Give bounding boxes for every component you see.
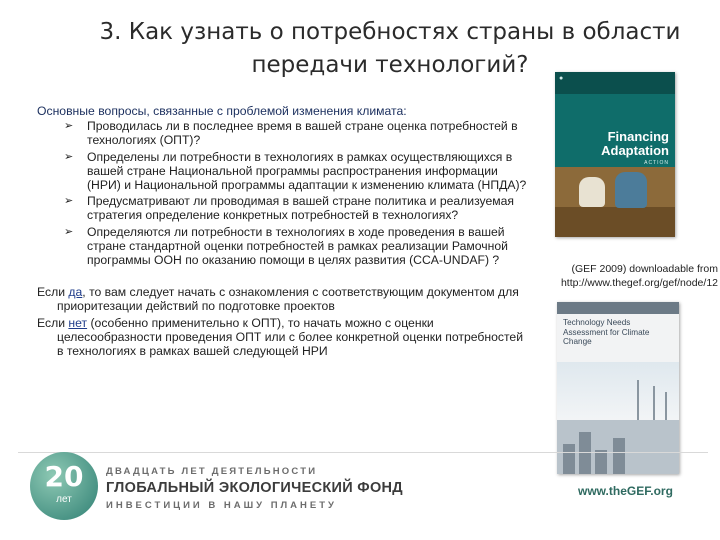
cover-photo-person <box>579 177 605 207</box>
building-shape <box>579 432 591 474</box>
building-shape <box>613 438 625 474</box>
financing-adaptation-cover <box>555 72 675 237</box>
cover-photo-ground <box>555 207 675 237</box>
cover-photo-person <box>615 172 647 208</box>
arrowhead-bullet-icon: ➢ <box>64 120 74 133</box>
question-text: Предусматривают ли проводимая в вашей стране политика и реализуемая стратегия определение конкретных потребностей в технологиях? <box>87 194 515 223</box>
arrowhead-bullet-icon: ➢ <box>64 150 74 163</box>
if-no-prefix: Если <box>37 315 69 330</box>
recommendations <box>37 285 527 358</box>
if-yes-prefix: Если <box>37 285 69 300</box>
cover-top-band <box>557 302 679 314</box>
gef-logo-icon: ● <box>559 75 564 82</box>
footer-website-link[interactable]: www.theGEF.org <box>578 484 673 498</box>
gef-20-years-logo <box>30 452 98 520</box>
publication-caption <box>538 262 718 290</box>
footer-tagline-top: ДВАДЦАТЬ ЛЕТ ДЕЯТЕЛЬНОСТИ <box>106 466 318 477</box>
questions-intro: Основные вопросы, связанные с проблемой изменения климата: <box>37 104 407 118</box>
list-item <box>37 150 527 193</box>
yes-link[interactable]: да <box>68 285 83 300</box>
if-yes-paragraph <box>37 285 527 313</box>
cover-title <box>601 130 669 158</box>
cover-subtitle: ACTION <box>644 160 669 166</box>
footer-tagline-bottom: ИНВЕСТИЦИИ В НАШУ ПЛАНЕТУ <box>106 500 337 511</box>
list-item <box>37 225 527 268</box>
logo-subtext: лет <box>56 494 72 505</box>
list-item <box>37 194 527 222</box>
list-item <box>37 119 527 147</box>
caption-url[interactable]: http://www.thegef.org/gef/node/12 <box>560 277 718 289</box>
cover-cityscape <box>557 420 679 474</box>
arrowhead-bullet-icon: ➢ <box>64 195 74 208</box>
question-text: Проводилась ли в последнее время в вашей стране оценка потребностей в технологиях (ОПТ)? <box>87 119 518 148</box>
question-text: Определены ли потребности в технологиях в рамках осуществляющихся в вашей стране Национальной программы распространения информации (НРИ) и Национальной программы адаптации к изменению климата (НПДА)? <box>87 149 527 193</box>
logo-number: 20 <box>44 460 84 493</box>
building-shape <box>595 450 607 474</box>
questions-list <box>37 119 527 267</box>
if-no-text: (особенно применительно к ОПТ), то начать можно с оценки целесообразности проведения ОПТ или с более конкретной оценки потребностей в технологиях в рамках вашей следующей НРИ <box>57 315 524 359</box>
cover-top-band <box>555 72 675 94</box>
technology-needs-cover <box>557 302 679 474</box>
cover-title: Technology Needs Assessment for Climate Change <box>563 318 650 346</box>
arrowhead-bullet-icon: ➢ <box>64 225 74 238</box>
question-text: Определяются ли потребности в технологиях в ходе проведения в вашей стране стандартной оценки потребностей в рамках реализации Рамочной программы ООН по оказанию помощи в целях развития (CCA-UNDAF) ? <box>87 224 508 268</box>
main-content <box>37 104 527 360</box>
title-line-1: 3. Как узнать о потребностях страны в области <box>99 19 681 45</box>
building-shape <box>563 444 575 474</box>
cover-title-line-1: Financing <box>607 129 669 144</box>
footer-divider <box>18 452 708 453</box>
if-yes-text: , то вам следует начать с ознакомления с соответствующим документом для приоритезации действий по подготовке проектов <box>57 285 519 314</box>
caption-line-1: (GEF 2009) downloadable from <box>571 263 718 275</box>
footer-org-name: ГЛОБАЛЬНЫЙ ЭКОЛОГИЧЕСКИЙ ФОНД <box>106 480 403 496</box>
cover-title-line-2: Adaptation <box>601 143 669 158</box>
title-line-2: передачи технологий? <box>251 52 529 78</box>
wind-turbine-icon <box>637 380 639 420</box>
if-no-paragraph <box>37 316 527 359</box>
no-link[interactable]: нет <box>68 315 88 330</box>
